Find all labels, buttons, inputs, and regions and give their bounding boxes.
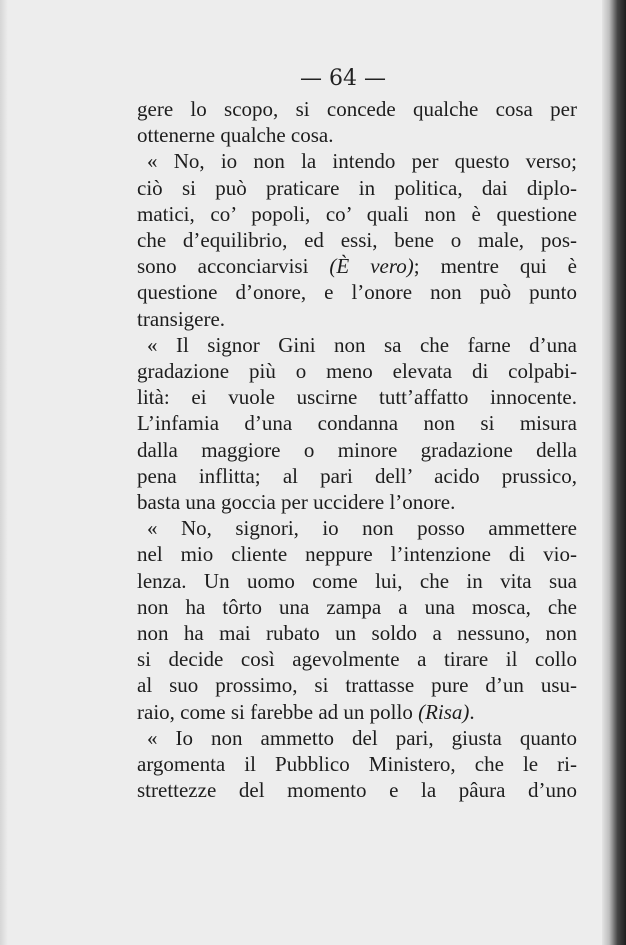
italic-interjection: (È vero) bbox=[329, 254, 414, 279]
text-segment: raio, come si farebbe ad un pollo bbox=[137, 699, 419, 724]
text-line: non ha mai rubato un soldo a nessuno, non bbox=[137, 621, 577, 646]
text-line: strettezze del momento e la pâura d’uno bbox=[137, 778, 577, 803]
book-spine bbox=[602, 0, 626, 945]
text-line: « No, signori, io non posso ammettere bbox=[147, 516, 577, 541]
text-line: dalla maggiore o minore gradazione della bbox=[137, 437, 577, 462]
text-line: transigere. bbox=[137, 306, 226, 331]
text-line: L’infamia d’una condanna non si misura bbox=[137, 411, 577, 436]
text-line: matici, co’ popoli, co’ quali non è questione bbox=[137, 201, 577, 226]
text-line: basta una goccia per uccidere l’onore. bbox=[137, 490, 456, 515]
text-line: « No, io non la intendo per questo verso; bbox=[147, 149, 577, 174]
text-line: ottenerne qualche cosa. bbox=[137, 123, 334, 148]
italic-interjection: (Risa) bbox=[418, 699, 470, 724]
text-line: argomenta il Pubblico Ministero, che le ri- bbox=[137, 752, 577, 777]
text-line: gere lo scopo, si concede qualche cosa per bbox=[137, 97, 577, 121]
page-left-edge bbox=[0, 0, 8, 945]
text-segment: sono acconciarvisi bbox=[137, 254, 330, 279]
text-line: nel mio cliente neppure l’intenzione di vio- bbox=[137, 542, 577, 567]
text-line: che d’equilibrio, ed essi, bene o male, pos- bbox=[137, 228, 577, 253]
text-line: « Io non ammetto del pari, giusta quanto bbox=[147, 725, 577, 750]
text-line: ciò si può praticare in politica, dai diplo- bbox=[137, 175, 577, 200]
text-line: gradazione più o meno elevata di colpabi- bbox=[137, 359, 577, 384]
text-line: questione d’onore, e l’onore non può punto bbox=[137, 280, 577, 305]
text-line bbox=[137, 699, 577, 725]
text-line bbox=[137, 253, 577, 279]
text-line: lenza. Un uomo come lui, che in vita sua bbox=[137, 568, 577, 593]
text-segment: . bbox=[469, 699, 475, 724]
text-line: lità: ei vuole uscirne tutt’affatto innocente. bbox=[137, 385, 577, 410]
body-text bbox=[137, 96, 577, 803]
page-number: — 64 — bbox=[300, 66, 386, 91]
text-segment: ; mentre qui è bbox=[413, 254, 578, 279]
text-line: al suo prossimo, si trattasse pure d’un usu- bbox=[137, 673, 577, 698]
text-line: si decide così agevolmente a tirare il collo bbox=[137, 647, 577, 672]
text-line: pena inflitta; al pari dell’ acido prussico, bbox=[137, 463, 577, 488]
text-line: non ha tôrto una zampa a una mosca, che bbox=[137, 594, 577, 619]
text-line: « Il signor Gini non sa che farne d’una bbox=[147, 332, 577, 357]
